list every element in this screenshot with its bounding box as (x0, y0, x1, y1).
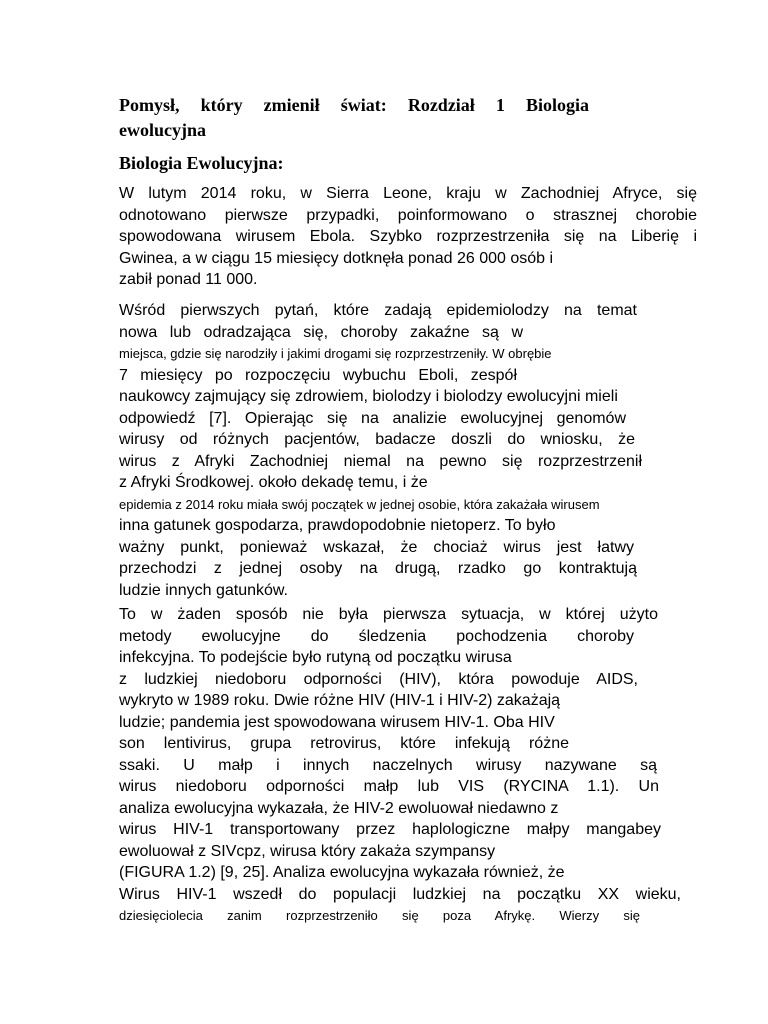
text-line: naukowcy zajmujący się zdrowiem, biolodzy i biolodzy ewolucyjni mieli (119, 388, 618, 405)
text-line: infekcyjna. To podejście było rutyną od początku wirusa (119, 649, 512, 666)
text-line: W lutym 2014 roku, w Sierra Leone, kraju w Zachodniej Afryce, się (119, 185, 697, 202)
text-line: epidemia z 2014 roku miała swój początek w jednej osobie, która zakażała wirusem (119, 496, 600, 512)
text-line: ludzie; pandemia jest spowodowana wirusem HIV-1. Oba HIV (119, 713, 555, 731)
title-line: ewolucyjna (119, 120, 206, 140)
text-line: zabił ponad 11 000. (119, 271, 258, 288)
text-line: ssaki. U małp i innych naczelnych wirusy nazywane są (119, 756, 657, 774)
text-line: ważny punkt, ponieważ wskazał, że chociaż wirus jest łatwy (119, 538, 634, 556)
text-line: miejsca, gdzie się narodziły i jakimi drogami się rozprzestrzeniły. W obrębie (119, 346, 552, 361)
text-line: analiza ewolucyjna wykazała, że HIV-2 ewoluował niedawno z (119, 799, 559, 817)
text-line: przechodzi z jednej osoby na drugą, rzadko go kontraktują (119, 560, 637, 577)
text-line: To w żaden sposób nie była pierwsza sytuacja, w której użyto (119, 606, 658, 623)
text-line: odpowiedź [7]. Opierając się na analizie ewolucyjnej genomów (119, 409, 626, 427)
text-line: dziesięciolecia zanim rozprzestrzeniło się poza Afrykę. Wierzy się (119, 908, 640, 923)
text-line: spowodowana wirusem Ebola. Szybko rozprzestrzeniła się na Liberię i (119, 228, 697, 245)
paragraph-1 (119, 183, 697, 291)
text-line: z Afryki Środkowej. około dekadę temu, i że (119, 474, 428, 491)
paragraph-2 (119, 300, 642, 601)
section-heading: Biologia Ewolucyjna: (119, 153, 284, 173)
text-line: wykryto w 1989 roku. Dwie różne HIV (HIV-1 i HIV-2) zakażają (119, 692, 561, 709)
text-line: wirus niedoboru odporności małp lub VIS (RYCINA 1.1). Un (119, 778, 659, 795)
text-line: wirus z Afryki Zachodniej niemal na pewno się rozprzestrzenił (119, 452, 642, 470)
chapter-title (119, 93, 589, 143)
text-line: Wśród pierwszych pytań, które zadają epidemiolodzy na temat (119, 302, 637, 319)
text-line: Wirus HIV-1 wszedł do populacji ludzkiej na początku XX wieku, (119, 885, 681, 903)
text-line: odnotowano pierwsze przypadki, poinformowano o strasznej chorobie (119, 206, 697, 224)
text-line: Gwinea, a w ciągu 15 miesięcy dotknęła ponad 26 000 osób i (119, 249, 554, 267)
text-line: ewoluował z SIVcpz, wirusa który zakaża szympansy (119, 842, 496, 860)
text-line: inna gatunek gospodarza, prawdopodobnie nietoperz. To było (119, 517, 556, 534)
text-line: metody ewolucyjne do śledzenia pochodzenia choroby (119, 627, 634, 645)
text-line: (FIGURA 1.2) [9, 25]. Analiza ewolucyjna wykazała również, że (119, 864, 565, 881)
text-line: z ludzkiej niedoboru odporności (HIV), która powoduje AIDS, (119, 670, 638, 688)
text-line: wirus HIV-1 transportowany przez haplologiczne małpy mangabey (119, 821, 661, 838)
text-line: wirusy od różnych pacjentów, badacze doszli do wniosku, że (119, 431, 635, 448)
title-line: Pomysł, który zmienił świat: Rozdział 1 Biologia (119, 95, 589, 115)
text-line: 7 miesięcy po rozpoczęciu wybuchu Eboli, zespół (119, 366, 517, 384)
text-line: nowa lub odradzająca się, choroby zakaźne są w (119, 323, 523, 341)
text-line: son lentivirus, grupa retrovirus, które infekują różne (119, 735, 569, 752)
paragraph-3 (119, 604, 681, 927)
text-line: ludzie innych gatunków. (119, 581, 288, 599)
